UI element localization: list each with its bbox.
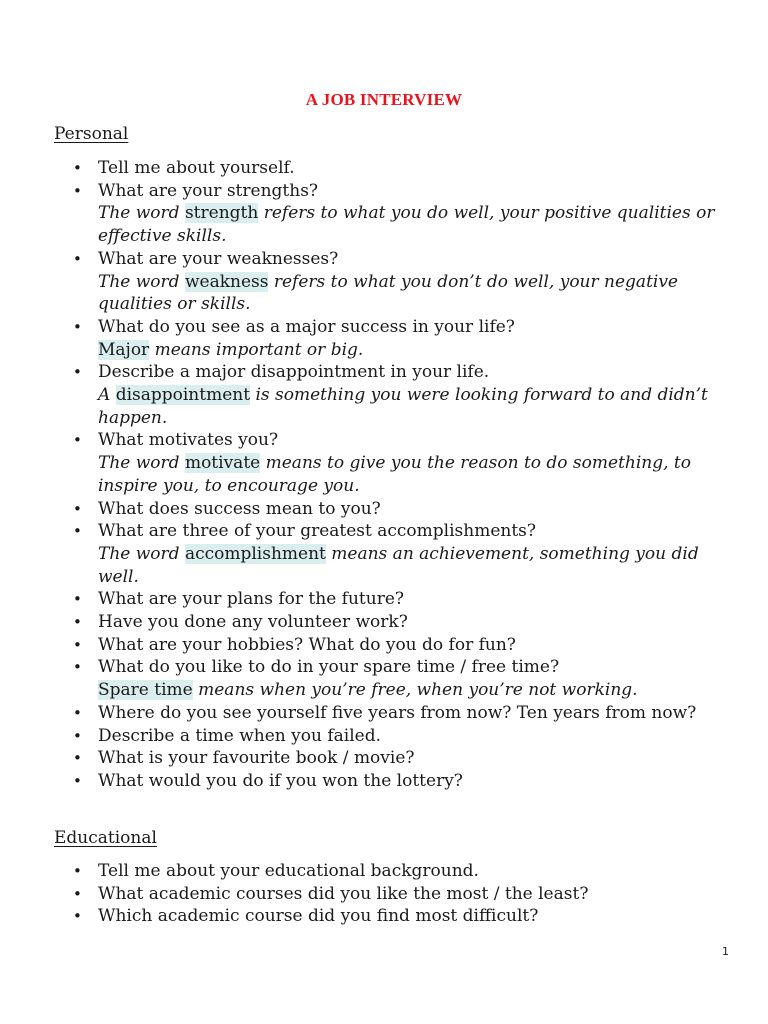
note-text: means an achievement, something you did well.: [98, 543, 699, 587]
vocabulary-note: [98, 543, 744, 588]
list-item: [54, 860, 744, 883]
highlighted-term: disappointment: [115, 385, 251, 406]
document-title: A JOB INTERVIEW: [305, 90, 463, 109]
question-list-personal: [54, 157, 744, 793]
note-text: A: [98, 385, 116, 406]
vocabulary-note: [98, 452, 744, 497]
question-text: Which academic course did you find most difficult?: [98, 906, 539, 927]
highlighted-term: weakness: [184, 271, 269, 292]
list-item: [54, 725, 744, 748]
vocabulary-note: [98, 271, 744, 316]
note-text: The word: [98, 203, 185, 224]
question-text: What are your strengths?: [98, 180, 319, 201]
question-text: Where do you see yourself five years from now? Ten years from now?: [98, 702, 697, 723]
question-text: Have you done any volunteer work?: [98, 612, 408, 633]
highlighted-term: strength: [184, 203, 259, 224]
note-text: means when you’re free, when you’re not working.: [192, 680, 638, 701]
question-text: Tell me about your educational background.: [98, 861, 479, 881]
list-item: [54, 157, 744, 180]
list-item: [54, 634, 744, 657]
list-item: [54, 429, 744, 497]
section-heading-educational: Educational: [54, 828, 157, 848]
question-text: What are your hobbies? What do you do for fun?: [98, 634, 516, 655]
list-item: [54, 588, 744, 611]
list-item: [54, 905, 744, 928]
list-item: [54, 883, 744, 906]
note-text: The word: [98, 543, 185, 564]
highlighted-term: accomplishment: [184, 543, 326, 564]
note-text: The word: [98, 271, 185, 292]
vocabulary-note: [98, 202, 744, 247]
note-text: means to give you the reason to do something, to inspire you, to encourage you.: [98, 453, 691, 496]
list-item: [54, 702, 744, 725]
question-text: What would you do if you won the lottery?: [98, 770, 463, 791]
highlighted-term: motivate: [184, 453, 261, 474]
list-item: [54, 770, 744, 793]
note-text: refers to what you don’t do well, your negative qualities or skills.: [98, 271, 678, 315]
list-item: [54, 611, 744, 634]
question-text: What are three of your greatest accomplishments?: [98, 521, 537, 542]
list-item: [54, 180, 744, 248]
note-text: means important or big.: [149, 339, 364, 360]
vocabulary-note: [98, 679, 744, 702]
question-text: What do you see as a major success in your life?: [98, 316, 515, 337]
question-text: What is your favourite book / movie?: [98, 748, 415, 769]
vocabulary-note: [98, 339, 744, 362]
question-text: What are your weaknesses?: [98, 248, 339, 269]
note-text: refers to what you do well, your positive qualities or effective skills.: [98, 203, 715, 247]
question-text: What are your plans for the future?: [98, 589, 404, 610]
question-text: What do you like to do in your spare time / free time?: [98, 657, 560, 678]
highlighted-term: Major: [98, 339, 150, 360]
list-item: [54, 248, 744, 316]
vocabulary-note: [98, 384, 744, 429]
question-list-educational: [54, 860, 744, 928]
question-text: What does success mean to you?: [98, 498, 381, 519]
section-heading-personal: Personal: [54, 124, 129, 144]
question-text: Tell me about yourself.: [98, 158, 295, 178]
list-item: [54, 747, 744, 770]
list-item: [54, 520, 744, 588]
note-text: is something you were looking forward to and didn’t happen.: [98, 385, 708, 428]
question-text: What academic courses did you like the most / the least?: [98, 883, 589, 904]
list-item: [54, 316, 744, 361]
list-item: [54, 361, 744, 429]
list-item: [54, 498, 744, 521]
highlighted-term: Spare time: [98, 680, 193, 701]
question-text: Describe a major disappointment in your life.: [98, 362, 490, 383]
list-item: [54, 656, 744, 701]
page-number: 1: [722, 945, 729, 958]
note-text: The word: [98, 453, 185, 474]
question-text: Describe a time when you failed.: [98, 725, 381, 746]
question-text: What motivates you?: [98, 430, 279, 451]
